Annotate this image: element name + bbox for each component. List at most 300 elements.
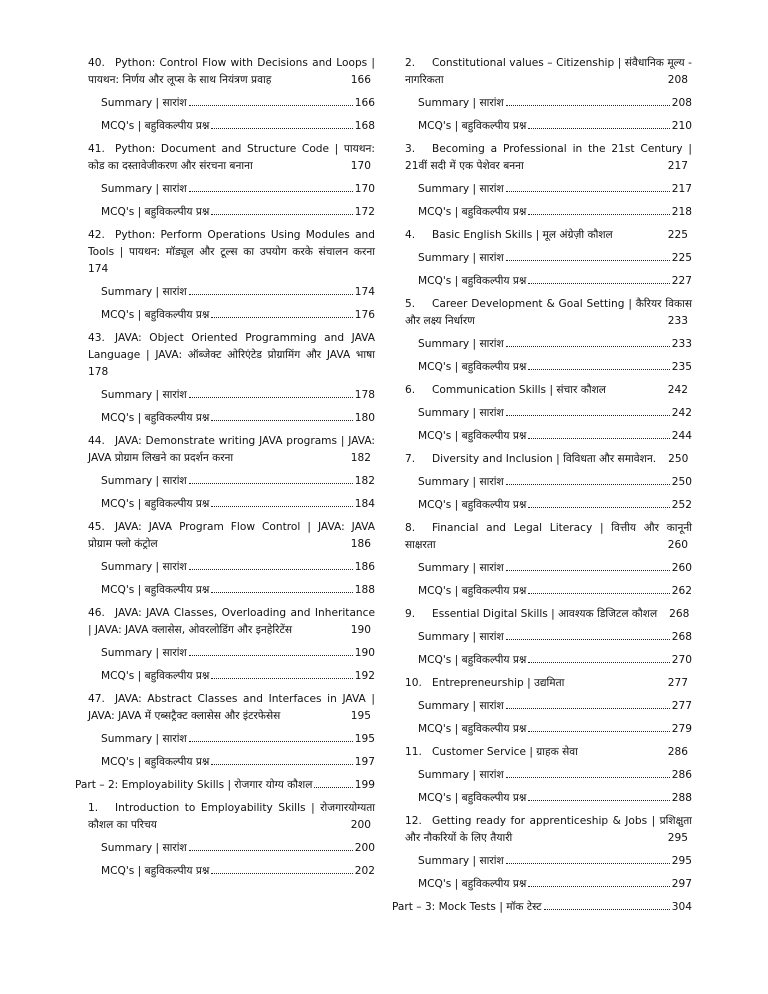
toc-line <box>101 731 375 748</box>
toc-line-text: MCQ's | बहुविकल्पीय प्रश्न <box>418 499 527 511</box>
toc-chapter-entry[interactable] <box>405 451 692 468</box>
toc-line <box>101 840 375 857</box>
chapter-title: Basic English Skills | मूल अंग्रेज़ी कौशल <box>432 229 613 241</box>
toc-line <box>418 181 692 198</box>
toc-line <box>101 181 375 198</box>
toc-line <box>101 582 375 599</box>
chapter-heading <box>88 55 375 89</box>
toc-sub-entry[interactable] <box>418 336 692 353</box>
dot-leader <box>506 105 670 106</box>
page-number: 202 <box>354 865 375 877</box>
toc-line-text: MCQ's | बहुविकल्पीय प्रश्न <box>101 584 210 596</box>
toc-line <box>101 118 375 135</box>
toc-line <box>101 754 375 771</box>
page-number: 304 <box>671 901 692 913</box>
chapter-number: 40. <box>88 57 105 69</box>
dot-leader <box>506 639 670 640</box>
dot-leader <box>528 507 669 508</box>
chapter-number: 5. <box>405 298 416 310</box>
toc-line-text: Summary | सारांश <box>418 183 504 195</box>
dot-leader <box>189 105 353 106</box>
toc-line <box>418 698 692 715</box>
toc-line-text: MCQ's | बहुविकल्पीय प्रश्न <box>418 430 527 442</box>
page-number: 170 <box>354 183 375 195</box>
toc-chapter-entry[interactable] <box>405 55 692 89</box>
toc-sub-entry[interactable] <box>418 204 692 221</box>
toc-line <box>418 497 692 514</box>
page-number: 174 <box>354 286 375 298</box>
toc-sub-entry[interactable] <box>101 668 375 685</box>
page-number: 188 <box>354 584 375 596</box>
dot-leader <box>211 592 352 593</box>
toc-line <box>418 560 692 577</box>
toc-sub-entry[interactable] <box>418 698 692 715</box>
toc-line <box>101 645 375 662</box>
toc-line <box>418 767 692 784</box>
chapter-title: Career Development & Goal Setting | कैरियर विकास और लक्ष्य निर्धारण <box>405 298 692 327</box>
dot-leader <box>211 420 352 421</box>
toc-sub-entry[interactable] <box>101 863 375 880</box>
chapter-title: Python: Control Flow with Decisions and Loops | पायथन: निर्णय और लूप्स के साथ नियंत्रण प्रवाह <box>88 57 375 86</box>
page-number: 286 <box>671 769 692 781</box>
chapter-title: Python: Perform Operations Using Modules and Tools | पायथन: मॉड्यूल और टूल्स का उपयोग करके संचालन करना 174 <box>88 229 375 275</box>
toc-chapter-entry[interactable] <box>88 227 375 278</box>
toc-line <box>101 95 375 112</box>
toc-chapter-entry[interactable] <box>88 605 375 639</box>
toc-chapter-entry[interactable] <box>88 691 375 725</box>
toc-line <box>418 853 692 870</box>
page-number: 208 <box>671 97 692 109</box>
dot-leader <box>189 397 353 398</box>
toc-line-text: MCQ's | बहुविकल्पीय प्रश्न <box>418 654 527 666</box>
page-number: 268 <box>671 631 692 643</box>
dot-leader <box>544 909 670 910</box>
toc-line <box>418 359 692 376</box>
page-number: 277 <box>667 677 688 689</box>
chapter-heading <box>88 141 375 175</box>
chapter-title: Becoming a Professional in the 21st Century | 21वीं सदी में एक पेशेवर बनना <box>405 143 692 172</box>
page-number: 279 <box>671 723 692 735</box>
dot-leader <box>506 346 670 347</box>
toc-line-text: Summary | सारांश <box>101 647 187 659</box>
dot-leader <box>528 800 669 801</box>
chapter-heading <box>405 813 692 847</box>
toc-chapter-entry[interactable] <box>88 800 375 834</box>
page-number: 244 <box>671 430 692 442</box>
page-number: 199 <box>354 779 375 791</box>
dot-leader <box>528 662 669 663</box>
toc-chapter-entry[interactable] <box>405 520 692 554</box>
page-number: 184 <box>354 498 375 510</box>
toc-chapter-entry[interactable] <box>405 606 692 623</box>
chapter-heading <box>405 227 692 244</box>
toc-sub-entry[interactable] <box>418 250 692 267</box>
dot-leader <box>506 191 670 192</box>
toc-line-text: Summary | सारांश <box>101 97 187 109</box>
page-number: 227 <box>671 275 692 287</box>
page-number: 195 <box>354 733 375 745</box>
toc-line <box>101 204 375 221</box>
chapter-number: 44. <box>88 435 105 447</box>
toc-part-heading[interactable] <box>392 899 692 916</box>
toc-line-text: MCQ's | बहुविकल्पीय प्रश्न <box>418 585 527 597</box>
page-number: 225 <box>667 229 688 241</box>
page-number: 250 <box>671 476 692 488</box>
toc-part-heading[interactable] <box>75 777 375 794</box>
toc-line-text: MCQ's | बहुविकल्पीय प्रश्न <box>101 412 210 424</box>
toc-sub-entry[interactable] <box>418 181 692 198</box>
toc-line <box>418 790 692 807</box>
toc-line-text: Summary | सारांश <box>418 97 504 109</box>
page-number: 197 <box>354 756 375 768</box>
chapter-title: Financial and Legal Literacy | वित्तीय और कानूनी साक्षरता <box>405 522 692 551</box>
toc-sub-entry[interactable] <box>418 876 692 893</box>
toc-chapter-entry[interactable] <box>405 675 692 692</box>
toc-line-text: Summary | सारांश <box>418 476 504 488</box>
toc-sub-entry[interactable] <box>418 767 692 784</box>
toc-sub-entry[interactable] <box>101 645 375 662</box>
toc-sub-entry[interactable] <box>418 583 692 600</box>
toc-line <box>101 473 375 490</box>
toc-line-text: Summary | सारांश <box>418 252 504 264</box>
toc-right-column <box>392 55 692 922</box>
toc-sub-entry[interactable] <box>418 474 692 491</box>
chapter-number: 7. <box>405 453 416 465</box>
dot-leader <box>211 214 352 215</box>
page-number: 277 <box>671 700 692 712</box>
chapter-title: JAVA: JAVA Classes, Overloading and Inheritance | JAVA: JAVA क्लासेस, ओवरलोडिंग और इनहेरिटेंस <box>88 607 375 636</box>
toc-line <box>75 777 375 794</box>
toc-line-text: Summary | सारांश <box>418 338 504 350</box>
dot-leader <box>506 863 670 864</box>
toc-line-text: Summary | सारांश <box>418 769 504 781</box>
toc-chapter-entry[interactable] <box>405 744 692 761</box>
dot-leader <box>211 678 352 679</box>
toc-sub-entry[interactable] <box>101 181 375 198</box>
toc-line-text: Summary | सारांश <box>101 842 187 854</box>
page-number: 186 <box>354 561 375 573</box>
chapter-title: Customer Service | ग्राहक सेवा <box>432 746 578 758</box>
page-number: 217 <box>671 183 692 195</box>
toc-line <box>418 204 692 221</box>
toc-sub-entry[interactable] <box>101 840 375 857</box>
chapter-number: 9. <box>405 608 416 620</box>
toc-sub-entry[interactable] <box>418 273 692 290</box>
toc-line <box>418 876 692 893</box>
dot-leader <box>506 484 670 485</box>
toc-line <box>101 496 375 513</box>
page-number: 242 <box>667 384 688 396</box>
page-number: 260 <box>667 539 688 551</box>
toc-chapter-entry[interactable] <box>405 227 692 244</box>
dot-leader <box>211 873 352 874</box>
chapter-heading <box>405 382 692 399</box>
dot-leader <box>189 850 353 851</box>
toc-line-text: MCQ's | बहुविकल्पीय प्रश्न <box>418 792 527 804</box>
dot-leader <box>506 415 670 416</box>
toc-line-text: MCQ's | बहुविकल्पीय प्रश्न <box>418 361 527 373</box>
dot-leader <box>189 294 353 295</box>
toc-sub-entry[interactable] <box>101 284 375 301</box>
chapter-heading <box>405 520 692 554</box>
toc-sub-entry[interactable] <box>101 582 375 599</box>
chapter-number: 6. <box>405 384 416 396</box>
dot-leader <box>211 506 352 507</box>
page-number: 180 <box>354 412 375 424</box>
toc-sub-entry[interactable] <box>418 721 692 738</box>
toc-sub-entry[interactable] <box>101 410 375 427</box>
chapter-title: Getting ready for apprenticeship & Jobs | प्रशिक्षुता और नौकरियों के लिए तैयारी <box>405 815 692 844</box>
toc-sub-entry[interactable] <box>101 731 375 748</box>
toc-line-text: Summary | सारांश <box>418 562 504 574</box>
toc-chapter-entry[interactable] <box>88 433 375 467</box>
toc-sub-entry[interactable] <box>418 428 692 445</box>
toc-line-text: Summary | सारांश <box>101 475 187 487</box>
toc-line-text: MCQ's | बहुविकल्पीय प्रश्न <box>101 756 210 768</box>
dot-leader <box>528 214 669 215</box>
toc-line <box>418 95 692 112</box>
dot-leader <box>506 708 670 709</box>
chapter-heading <box>405 675 692 692</box>
dot-leader <box>528 128 669 129</box>
chapter-title: JAVA: Abstract Classes and Interfaces in JAVA | JAVA: JAVA में एब्सट्रैक्ट क्लासेस और इंटरफेसेस <box>88 693 375 722</box>
toc-line <box>101 284 375 301</box>
page-number: 217 <box>667 160 688 172</box>
toc-line <box>418 273 692 290</box>
page-number: 242 <box>671 407 692 419</box>
dot-leader <box>528 283 669 284</box>
dot-leader <box>211 128 352 129</box>
page-number: 295 <box>671 855 692 867</box>
toc-sub-entry[interactable] <box>101 204 375 221</box>
toc-line <box>392 899 692 916</box>
chapter-heading <box>405 296 692 330</box>
toc-line-text: Summary | सारांश <box>101 561 187 573</box>
page-number: 297 <box>671 878 692 890</box>
toc-line <box>418 118 692 135</box>
chapter-title: Communication Skills | संचार कौशल <box>432 384 606 396</box>
toc-chapter-entry[interactable] <box>405 141 692 175</box>
chapter-title: Python: Document and Structure Code | पायथन: कोड का दस्तावेजीकरण और संरचना बनाना <box>88 143 375 172</box>
page-number: 262 <box>671 585 692 597</box>
chapter-title: Diversity and Inclusion | विविधता और समावेशन. <box>432 453 657 465</box>
dot-leader <box>528 886 669 887</box>
page-number: 295 <box>667 832 688 844</box>
toc-sub-entry[interactable] <box>101 754 375 771</box>
page-number: 166 <box>354 97 375 109</box>
chapter-title: JAVA: Object Oriented Programming and JAVA Language | JAVA: ऑब्जेक्ट ओरिएंटेड प्रोग्रामिंग और JAVA भाषा 178 <box>88 332 375 378</box>
chapter-heading <box>405 55 692 89</box>
toc-sub-entry[interactable] <box>101 95 375 112</box>
toc-line <box>101 307 375 324</box>
dot-leader <box>189 741 353 742</box>
toc-line <box>418 336 692 353</box>
chapter-number: 1. <box>88 802 99 814</box>
toc-chapter-entry[interactable] <box>405 382 692 399</box>
chapter-number: 12. <box>405 815 422 827</box>
page-number: 208 <box>667 74 688 86</box>
chapter-heading <box>88 330 375 381</box>
toc-line-text: Summary | सारांश <box>418 631 504 643</box>
toc-line <box>418 250 692 267</box>
page-number: 182 <box>354 475 375 487</box>
dot-leader <box>314 787 352 788</box>
page-number: 233 <box>671 338 692 350</box>
chapter-number: 42. <box>88 229 105 241</box>
toc-sub-entry[interactable] <box>418 853 692 870</box>
toc-line-text: Part – 2: Employability Skills | रोजगार योग्य कौशल <box>75 779 313 791</box>
dot-leader <box>528 438 669 439</box>
toc-sub-entry[interactable] <box>101 473 375 490</box>
page-number: 200 <box>350 819 371 831</box>
dot-leader <box>506 777 670 778</box>
toc-chapter-entry[interactable] <box>88 55 375 89</box>
page-number: 250 <box>668 453 689 465</box>
toc-sub-entry[interactable] <box>101 387 375 404</box>
chapter-heading <box>88 227 375 278</box>
page-number: 252 <box>671 499 692 511</box>
page-number: 218 <box>671 206 692 218</box>
toc-sub-entry[interactable] <box>101 118 375 135</box>
page-number: 235 <box>671 361 692 373</box>
chapter-title: Introduction to Employability Skills | रोजगारयोग्यता कौशल का परिचय <box>88 802 375 831</box>
toc-sub-entry[interactable] <box>418 118 692 135</box>
page-number: 260 <box>671 562 692 574</box>
chapter-number: 47. <box>88 693 105 705</box>
chapter-number: 43. <box>88 332 105 344</box>
chapter-heading <box>88 800 375 834</box>
toc-sub-entry[interactable] <box>418 652 692 669</box>
toc-chapter-entry[interactable] <box>405 813 692 847</box>
toc-line-text: MCQ's | बहुविकल्पीय प्रश्न <box>101 206 210 218</box>
toc-sub-entry[interactable] <box>418 405 692 422</box>
toc-line-text: MCQ's | बहुविकल्पीय प्रश्न <box>101 120 210 132</box>
chapter-number: 41. <box>88 143 105 155</box>
page-number: 182 <box>350 452 371 464</box>
toc-sub-entry[interactable] <box>418 790 692 807</box>
toc-line <box>418 629 692 646</box>
page-number: 233 <box>667 315 688 327</box>
toc-line-text: MCQ's | बहुविकल्पीय प्रश्न <box>101 309 210 321</box>
page-number: 166 <box>350 74 371 86</box>
chapter-number: 45. <box>88 521 105 533</box>
toc-line-text: MCQ's | बहुविकल्पीय प्रश्न <box>418 275 527 287</box>
chapter-heading <box>405 451 692 468</box>
toc-line <box>418 721 692 738</box>
page-number: 190 <box>350 624 371 636</box>
toc-sub-entry[interactable] <box>418 95 692 112</box>
toc-line-text: Summary | सारांश <box>418 700 504 712</box>
toc-line-text: MCQ's | बहुविकल्पीय प्रश्न <box>418 206 527 218</box>
page-number: 286 <box>667 746 688 758</box>
toc-line <box>418 405 692 422</box>
dot-leader <box>528 731 669 732</box>
toc-line-text: Summary | सारांश <box>101 286 187 298</box>
dot-leader <box>189 569 353 570</box>
dot-leader <box>189 191 353 192</box>
toc-line <box>101 668 375 685</box>
page-number: 225 <box>671 252 692 264</box>
toc-line-text: Part – 3: Mock Tests | मॉक टेस्ट <box>392 901 542 913</box>
toc-sub-entry[interactable] <box>418 359 692 376</box>
dot-leader <box>189 655 353 656</box>
toc-sub-entry[interactable] <box>101 559 375 576</box>
toc-line <box>101 559 375 576</box>
dot-leader <box>211 764 352 765</box>
page-number: 270 <box>671 654 692 666</box>
toc-line <box>418 583 692 600</box>
toc-sub-entry[interactable] <box>418 560 692 577</box>
page-number: 178 <box>354 389 375 401</box>
page-number: 268 <box>669 608 690 620</box>
toc-line-text: Summary | सारांश <box>418 407 504 419</box>
page-number: 192 <box>354 670 375 682</box>
page-number: 170 <box>350 160 371 172</box>
toc-line-text: Summary | सारांश <box>101 389 187 401</box>
page-number: 288 <box>671 792 692 804</box>
chapter-heading <box>88 519 375 553</box>
toc-line-text: MCQ's | बहुविकल्पीय प्रश्न <box>418 723 527 735</box>
chapter-title: Entrepreneurship | उद्यमिता <box>432 677 565 689</box>
chapter-heading <box>405 744 692 761</box>
chapter-title: JAVA: Demonstrate writing JAVA programs | JAVA: JAVA प्रोग्राम लिखने का प्रदर्शन करना <box>88 435 375 464</box>
chapter-number: 8. <box>405 522 416 534</box>
toc-line <box>418 474 692 491</box>
chapter-heading <box>405 141 692 175</box>
chapter-number: 3. <box>405 143 416 155</box>
page-number: 210 <box>671 120 692 132</box>
toc-line <box>418 652 692 669</box>
page-number: 168 <box>354 120 375 132</box>
toc-line-text: MCQ's | बहुविकल्पीय प्रश्न <box>101 670 210 682</box>
page-number: 176 <box>354 309 375 321</box>
toc-line-text: MCQ's | बहुविकल्पीय प्रश्न <box>101 865 210 877</box>
chapter-heading <box>88 433 375 467</box>
dot-leader <box>506 260 670 261</box>
toc-line <box>101 863 375 880</box>
toc-chapter-entry[interactable] <box>88 519 375 553</box>
toc-sub-entry[interactable] <box>418 629 692 646</box>
toc-line-text: MCQ's | बहुविकल्पीय प्रश्न <box>418 120 527 132</box>
toc-chapter-entry[interactable] <box>88 141 375 175</box>
toc-line-text: Summary | सारांश <box>101 183 187 195</box>
chapter-heading <box>88 605 375 639</box>
page-number: 190 <box>354 647 375 659</box>
toc-line <box>101 387 375 404</box>
chapter-heading <box>88 691 375 725</box>
toc-line-text: Summary | सारांश <box>418 855 504 867</box>
toc-line <box>418 428 692 445</box>
dot-leader <box>528 369 669 370</box>
page-number: 186 <box>350 538 371 550</box>
toc-chapter-entry[interactable] <box>405 296 692 330</box>
chapter-number: 10. <box>405 677 422 689</box>
chapter-title: JAVA: JAVA Program Flow Control | JAVA: JAVA प्रोग्राम फ्लो कंट्रोल <box>88 521 375 550</box>
toc-sub-entry[interactable] <box>101 307 375 324</box>
toc-sub-entry[interactable] <box>101 496 375 513</box>
chapter-number: 4. <box>405 229 416 241</box>
dot-leader <box>528 593 669 594</box>
toc-chapter-entry[interactable] <box>88 330 375 381</box>
toc-line-text: MCQ's | बहुविकल्पीय प्रश्न <box>101 498 210 510</box>
toc-line-text: Summary | सारांश <box>101 733 187 745</box>
dot-leader <box>506 570 670 571</box>
chapter-number: 2. <box>405 57 416 69</box>
page-number: 200 <box>354 842 375 854</box>
toc-sub-entry[interactable] <box>418 497 692 514</box>
dot-leader <box>189 483 353 484</box>
toc-line <box>101 410 375 427</box>
